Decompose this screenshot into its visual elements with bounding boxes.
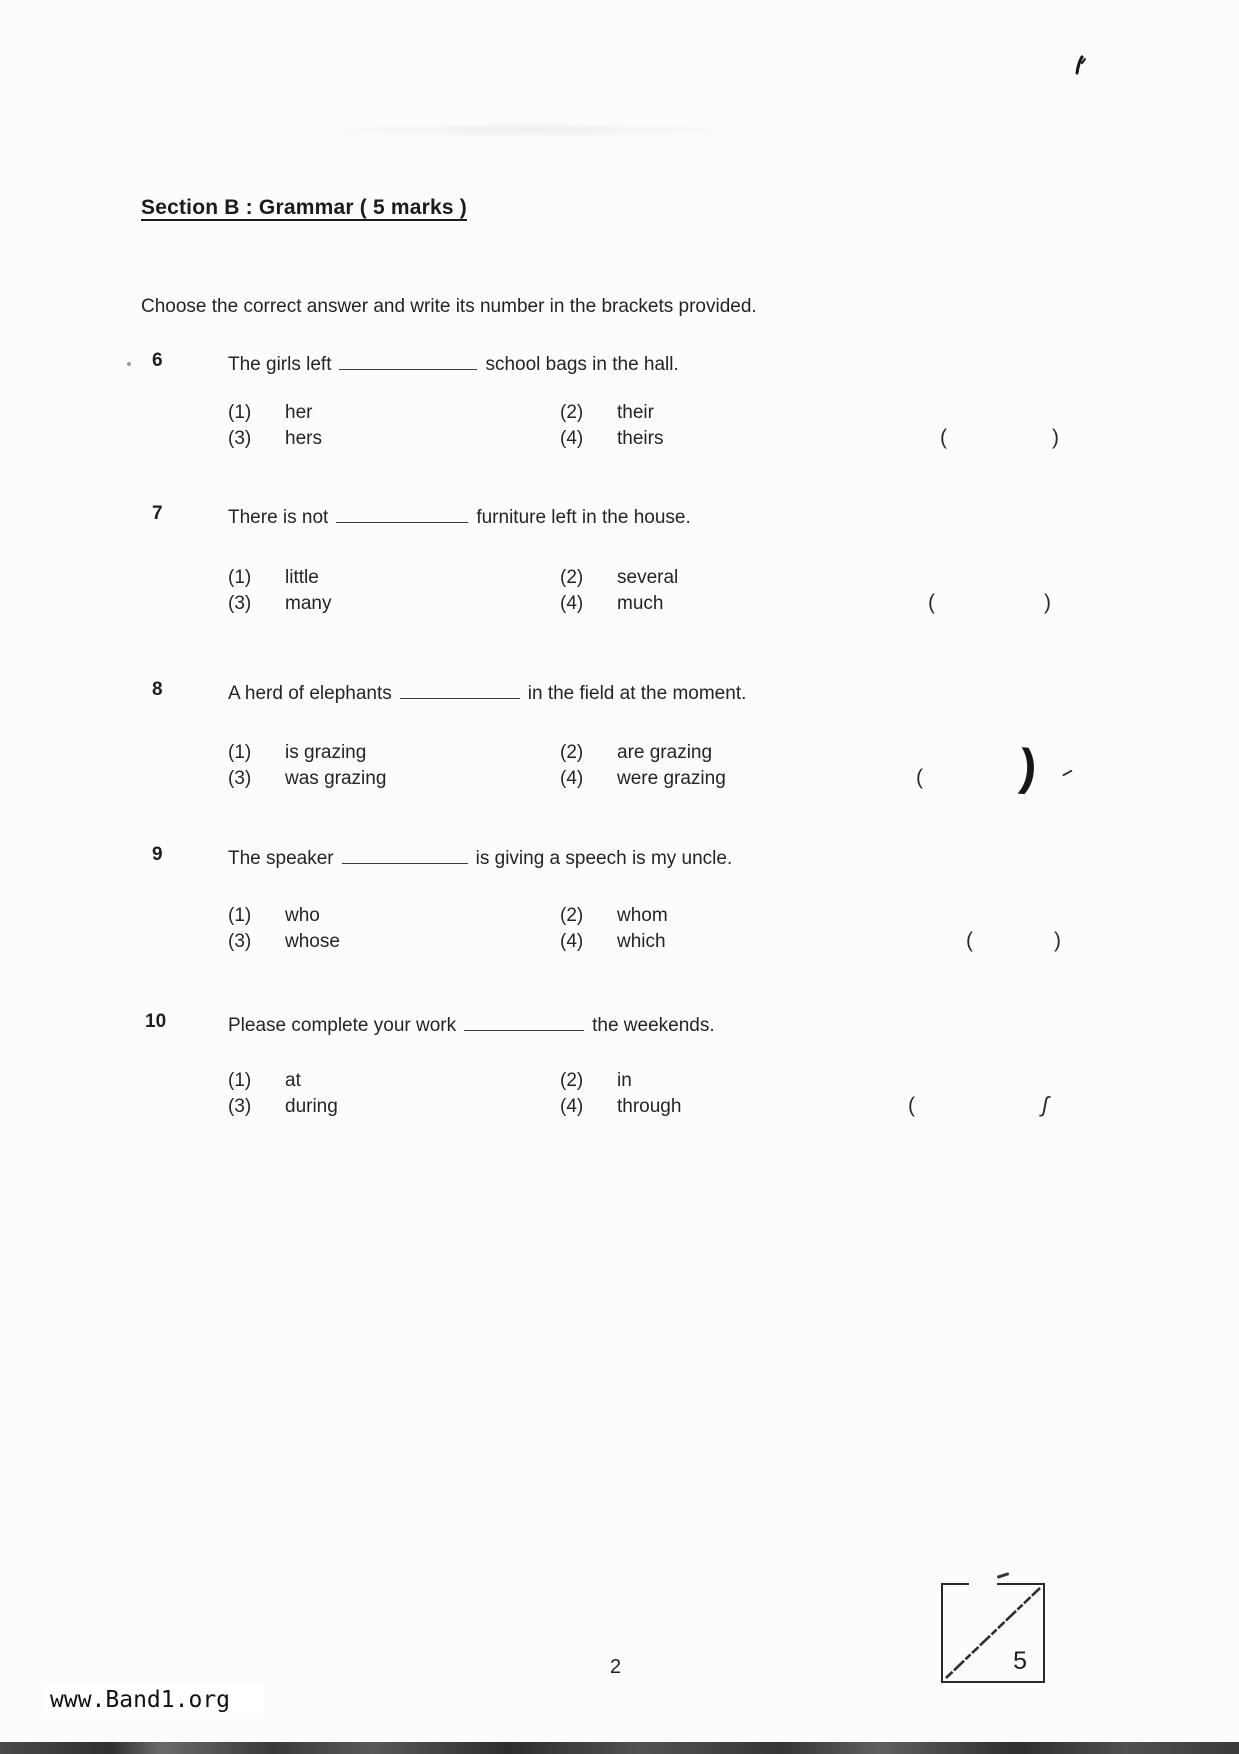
option-label: their — [617, 402, 654, 423]
answer-bracket-close: ) — [1054, 929, 1061, 952]
answer-bracket-open: ( — [908, 1094, 915, 1117]
answer-bracket-close: ) — [1044, 591, 1051, 614]
option-label: whose — [285, 931, 340, 952]
answer-bracket-open: ( — [966, 929, 973, 952]
option — [228, 903, 560, 929]
answer-blank — [336, 503, 468, 523]
question-statement — [228, 503, 691, 529]
option — [560, 740, 726, 766]
answer-blank — [464, 1011, 584, 1031]
answer-blank — [400, 679, 520, 699]
option — [560, 591, 678, 617]
option-number: (4) — [560, 768, 584, 789]
statement-suffix: furniture left in the house. — [476, 507, 691, 528]
option-number: (1) — [228, 905, 252, 926]
option — [228, 929, 560, 955]
option-label: much — [617, 593, 664, 614]
statement-suffix: school bags in the hall. — [485, 354, 679, 375]
statement-prefix: Please complete your work — [228, 1015, 457, 1036]
answer-bracket-close-handdrawn: ) — [1017, 738, 1040, 796]
option — [560, 400, 663, 426]
option-label: whom — [617, 905, 668, 926]
option-number: (2) — [560, 905, 584, 926]
statement-prefix: There is not — [228, 507, 329, 528]
page-number: 2 — [610, 1656, 622, 1678]
option — [560, 1068, 681, 1094]
scan-edge-band — [0, 1742, 1239, 1754]
option-number: (3) — [228, 1096, 252, 1117]
option-label: hers — [285, 428, 322, 449]
option-label: was grazing — [285, 768, 387, 789]
options-grid — [228, 400, 663, 452]
option — [228, 1094, 560, 1120]
option — [228, 400, 560, 426]
options-grid — [228, 1068, 681, 1120]
statement-prefix: The speaker — [228, 848, 334, 869]
option — [228, 1068, 560, 1094]
option-label: several — [617, 567, 679, 588]
options-grid — [228, 565, 678, 617]
option-number: (2) — [560, 1070, 584, 1091]
answer-blank — [342, 844, 468, 864]
statement-suffix: is giving a speech is my uncle. — [475, 848, 733, 869]
section-heading: Section B : Grammar ( 5 marks ) — [141, 196, 467, 219]
option-number: (3) — [228, 768, 252, 789]
question-number: 6 — [152, 350, 163, 371]
statement-prefix: A herd of elephants — [228, 683, 392, 704]
option-label: are grazing — [617, 742, 713, 763]
option-number: (1) — [228, 1070, 252, 1091]
score-box-diagonal — [943, 1585, 1043, 1681]
ink-mark-icon — [1072, 54, 1088, 76]
answer-bracket-open: ( — [940, 426, 947, 449]
answer-bracket-close-smeared: ʃ — [1042, 1092, 1049, 1117]
question-number: 8 — [152, 679, 163, 700]
answer-bracket-open: ( — [916, 766, 923, 789]
option — [228, 426, 560, 452]
option-label: through — [617, 1096, 682, 1117]
option-label: her — [285, 402, 313, 423]
option-label: which — [617, 931, 666, 952]
option-number: (3) — [228, 931, 252, 952]
option-number: (4) — [560, 593, 584, 614]
question-number: 10 — [145, 1011, 167, 1032]
option-number: (1) — [228, 402, 252, 423]
option — [228, 740, 560, 766]
options-grid — [228, 903, 668, 955]
statement-prefix: The girls left — [228, 354, 332, 375]
option-label: during — [285, 1096, 338, 1117]
question-statement — [228, 679, 746, 705]
option-number: (1) — [228, 567, 252, 588]
option-number: (3) — [228, 593, 252, 614]
option-label: were grazing — [617, 768, 726, 789]
scan-smudge — [300, 122, 760, 138]
scan-speck — [127, 362, 131, 366]
option-label: in — [617, 1070, 632, 1091]
option-number: (3) — [228, 428, 252, 449]
question-statement — [228, 350, 679, 376]
option-label: at — [285, 1070, 301, 1091]
score-box-border-gap — [969, 1581, 997, 1586]
option-number: (1) — [228, 742, 252, 763]
option — [228, 591, 560, 617]
question-statement — [228, 844, 732, 870]
statement-suffix: the weekends. — [592, 1015, 715, 1036]
score-box — [941, 1583, 1045, 1683]
option-label: is grazing — [285, 742, 367, 763]
option — [560, 903, 668, 929]
option-number: (4) — [560, 428, 584, 449]
option-number: (2) — [560, 742, 584, 763]
option — [560, 426, 663, 452]
score-value: 5 — [1013, 1647, 1027, 1675]
option — [228, 565, 560, 591]
pen-tick-mark — [1062, 770, 1073, 777]
option-number: (2) — [560, 402, 584, 423]
option — [560, 565, 678, 591]
pen-tick-mark — [997, 1572, 1009, 1578]
statement-suffix: in the field at the moment. — [527, 683, 747, 704]
option — [560, 929, 668, 955]
option-number: (4) — [560, 1096, 584, 1117]
option — [560, 1094, 681, 1120]
options-grid — [228, 740, 726, 792]
option-label: who — [285, 905, 320, 926]
option — [228, 766, 560, 792]
question-statement — [228, 1011, 715, 1037]
option-label: many — [285, 593, 332, 614]
option-number: (4) — [560, 931, 584, 952]
website-watermark: www.Band1.org — [44, 1684, 264, 1718]
option-label: theirs — [617, 428, 664, 449]
answer-bracket-open: ( — [928, 591, 935, 614]
option-number: (2) — [560, 567, 584, 588]
question-number: 7 — [152, 503, 163, 524]
answer-bracket-close: ) — [1052, 426, 1059, 449]
answer-blank — [339, 350, 477, 370]
instruction-text: Choose the correct answer and write its number in the brackets provided. — [141, 296, 757, 317]
option — [560, 766, 726, 792]
option-label: little — [285, 567, 319, 588]
question-number: 9 — [152, 844, 163, 865]
